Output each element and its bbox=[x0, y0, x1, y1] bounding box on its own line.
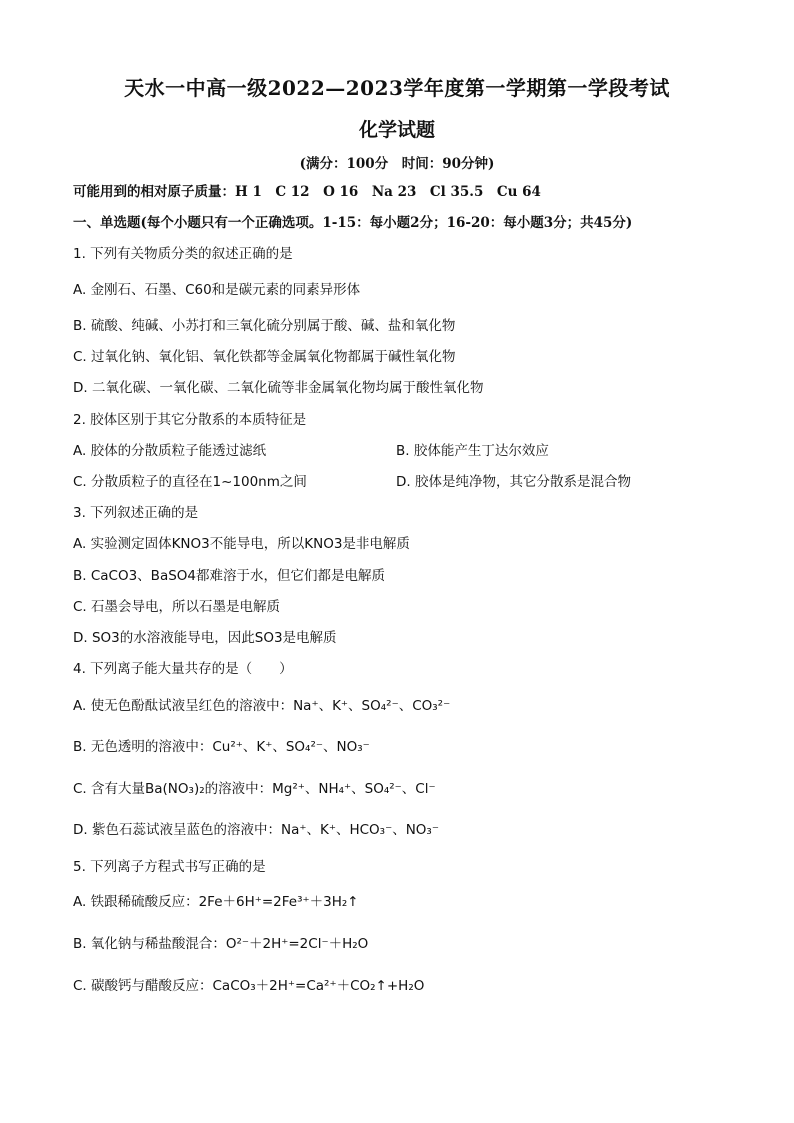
question-5-option-c: C. 碳酸钙与醋酸反应：CaCO₃＋2H⁺=Ca²⁺＋CO₂↑+H₂O bbox=[73, 978, 425, 994]
question-3-option-b: B. CaCO3、BaSO4都难溶于水，但它们都是电解质 bbox=[73, 568, 386, 584]
question-1-option-a: A. 金刚石、石墨、C60和是碳元素的同素异形体 bbox=[73, 282, 361, 298]
atomic-masses: 可能用到的相对原子质量：H 1 C 12 O 16 Na 23 Cl 35.5 Cu 64 bbox=[73, 184, 541, 200]
question-5-option-a: A. 铁跟稀硫酸反应：2Fe＋6H⁺=2Fe³⁺＋3H₂↑ bbox=[73, 894, 359, 910]
question-1-option-c: C. 过氧化钠、氧化铝、氧化铁都等金属氧化物都属于碱性氧化物 bbox=[73, 349, 456, 365]
exam-title: 天水一中高一级2022—2023学年度第一学期第一学段考试 bbox=[124, 76, 670, 100]
question-4-option-d: D. 紫色石蕊试液呈蓝色的溶液中：Na⁺、K⁺、HCO₃⁻、NO₃⁻ bbox=[73, 822, 439, 838]
question-4-option-a: A. 使无色酚酞试液呈红色的溶液中：Na⁺、K⁺、SO₄²⁻、CO₃²⁻ bbox=[73, 698, 451, 714]
subject-title: 化学试题 bbox=[358, 119, 435, 141]
question-3-stem: 3. 下列叙述正确的是 bbox=[73, 505, 199, 521]
question-4-option-b: B. 无色透明的溶液中：Cu²⁺、K⁺、SO₄²⁻、NO₃⁻ bbox=[73, 739, 370, 755]
question-1-option-b: B. 硫酸、纯碱、小苏打和三氧化硫分别属于酸、碱、盐和氧化物 bbox=[73, 318, 456, 334]
question-5-option-b: B. 氧化钠与稀盐酸混合：O²⁻＋2H⁺=2Cl⁻＋H₂O bbox=[73, 936, 369, 952]
question-2-stem: 2. 胶体区别于其它分散系的本质特征是 bbox=[73, 412, 307, 428]
time-info: (满分：100分 时间：90分钟) bbox=[299, 156, 495, 172]
question-2-option-a: A. 胶体的分散质粒子能透过滤纸 bbox=[73, 443, 267, 459]
question-2-option-d: D. 胶体是纯净物，其它分散系是混合物 bbox=[396, 474, 631, 490]
question-2-option-c: C. 分散质粒子的直径在1~100nm之间 bbox=[73, 474, 307, 490]
question-1-stem: 1. 下列有关物质分类的叙述正确的是 bbox=[73, 246, 293, 262]
question-4-stem: 4. 下列离子能大量共存的是（ ） bbox=[73, 661, 293, 677]
question-1-option-d: D. 二氧化碳、一氧化碳、二氧化硫等非金属氧化物均属于酸性氧化物 bbox=[73, 380, 484, 396]
section-heading: 一、单选题(每个小题只有一个正确选项。1-15：每小题2分；16-20：每小题3分；共45分) bbox=[73, 215, 633, 231]
question-5-stem: 5. 下列离子方程式书写正确的是 bbox=[73, 859, 266, 875]
question-4-option-c: C. 含有大量Ba(NO₃)₂的溶液中：Mg²⁺、NH₄⁺、SO₄²⁻、Cl⁻ bbox=[73, 781, 436, 797]
question-2-option-b: B. 胶体能产生丁达尔效应 bbox=[396, 443, 549, 459]
question-3-option-d: D. SO3的水溶液能导电，因此SO3是电解质 bbox=[73, 630, 337, 646]
question-3-option-c: C. 石墨会导电，所以石墨是电解质 bbox=[73, 599, 281, 615]
question-3-option-a: A. 实验测定固体KNO3不能导电，所以KNO3是非电解质 bbox=[73, 536, 410, 552]
